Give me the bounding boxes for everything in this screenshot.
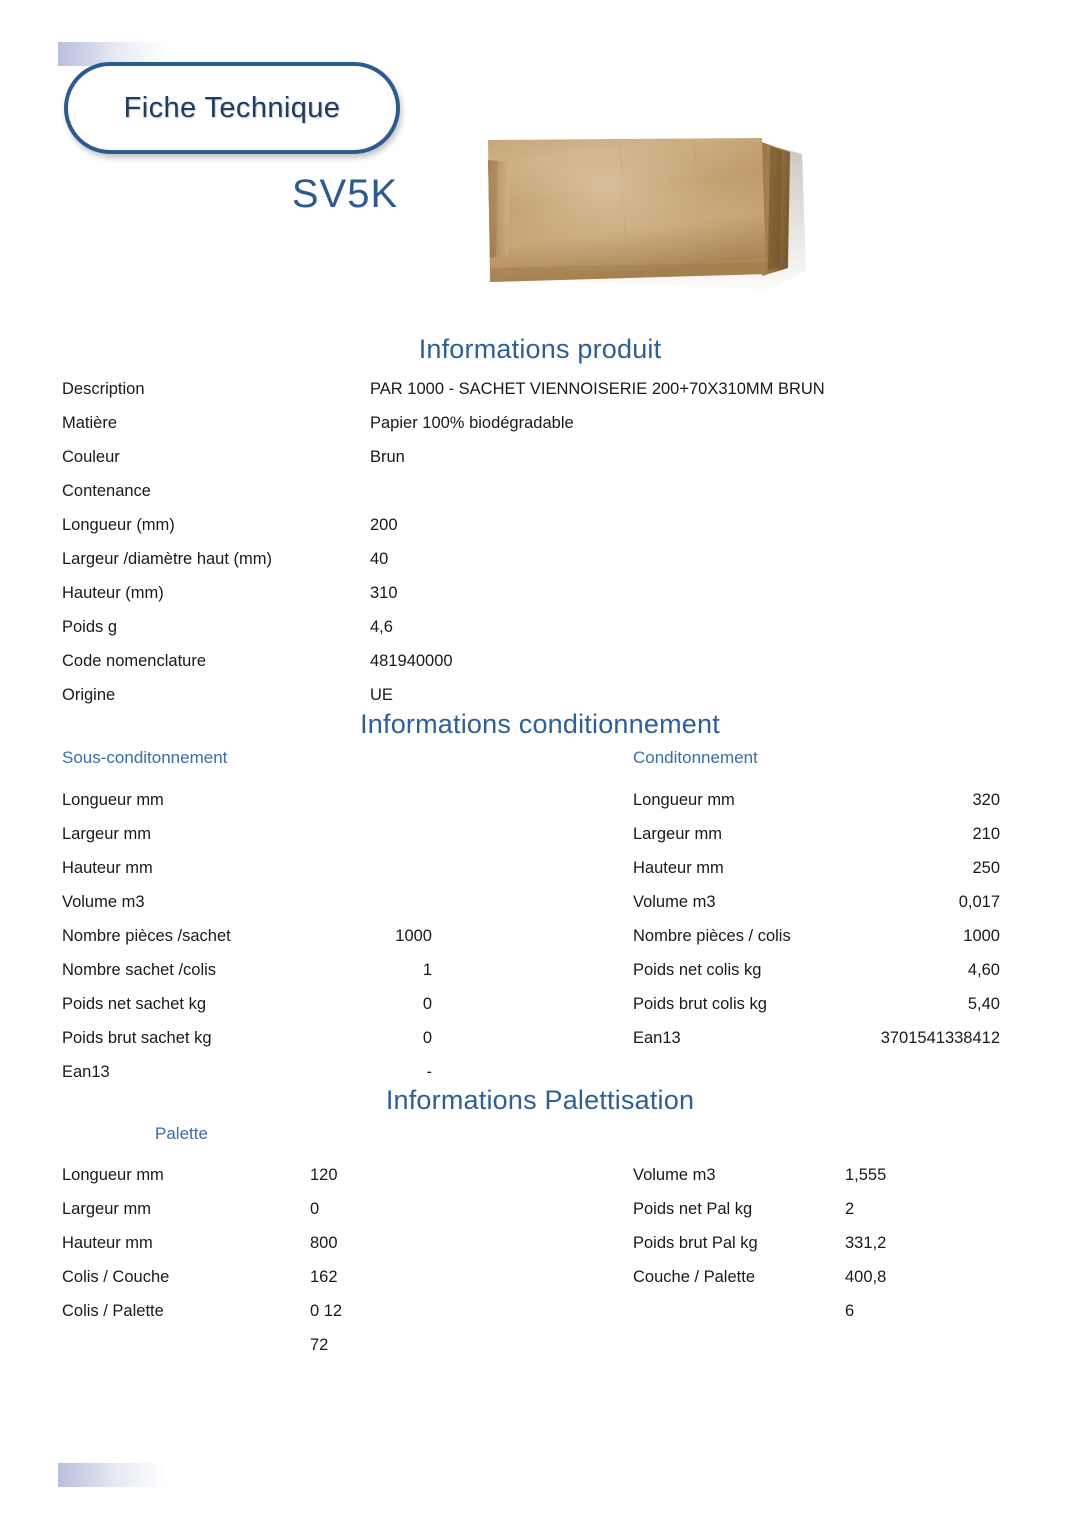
row-label: Poids g bbox=[62, 618, 118, 636]
table-row bbox=[633, 987, 1000, 1021]
row-value: 5,40 bbox=[967, 995, 1000, 1013]
table-row bbox=[62, 406, 962, 440]
row-label: Poids brut colis kg bbox=[633, 995, 767, 1013]
row-value: 4,60 bbox=[967, 961, 1000, 979]
row-value: 800 bbox=[310, 1234, 338, 1252]
row-label: Largeur /diamètre haut (mm) bbox=[62, 550, 272, 568]
row-label: Hauteur mm bbox=[62, 1234, 153, 1252]
table-row bbox=[62, 885, 532, 919]
table-row bbox=[62, 817, 532, 851]
row-value: 0 bbox=[422, 1029, 432, 1047]
row-label: Longueur mm bbox=[62, 791, 164, 809]
table-row bbox=[633, 1158, 1033, 1192]
palette-left-table bbox=[62, 1158, 482, 1362]
row-label: Hauteur (mm) bbox=[62, 584, 164, 602]
table-row bbox=[62, 1260, 482, 1294]
table-row bbox=[633, 1192, 1033, 1226]
row-value: 0 bbox=[310, 1200, 320, 1218]
table-row bbox=[62, 987, 532, 1021]
row-value: 4,6 bbox=[370, 618, 393, 636]
row-label: Couleur bbox=[62, 448, 120, 466]
conditionnement-table bbox=[633, 783, 1000, 1055]
table-row bbox=[62, 953, 532, 987]
row-value: - bbox=[426, 1063, 432, 1081]
table-row bbox=[62, 783, 532, 817]
sous-conditionnement-table bbox=[62, 783, 532, 1089]
paper-bag-image bbox=[470, 118, 840, 304]
badge-label: Fiche Technique bbox=[123, 91, 341, 124]
row-label: Origine bbox=[62, 686, 116, 704]
row-label: Ean13 bbox=[633, 1029, 681, 1047]
table-row bbox=[62, 372, 962, 406]
row-label: Description bbox=[62, 380, 145, 398]
row-value: 400,8 bbox=[845, 1268, 887, 1286]
table-row bbox=[62, 851, 532, 885]
table-row bbox=[62, 508, 962, 542]
row-label: Largeur mm bbox=[633, 825, 722, 843]
row-value: 1 bbox=[422, 961, 432, 979]
row-label: Volume m3 bbox=[62, 893, 145, 911]
row-label: Code nomenclature bbox=[62, 652, 207, 670]
row-label: Poids net Pal kg bbox=[633, 1200, 753, 1218]
table-row bbox=[62, 1294, 482, 1328]
row-label: Longueur mm bbox=[633, 791, 735, 809]
table-row bbox=[62, 644, 962, 678]
row-value: 2 bbox=[845, 1200, 855, 1218]
row-value: 320 bbox=[972, 791, 1000, 809]
row-label: Poids brut Pal kg bbox=[633, 1234, 758, 1252]
row-value: 250 bbox=[972, 859, 1000, 877]
section-title-palettisation: Informations Palettisation bbox=[385, 1085, 695, 1115]
table-row bbox=[62, 678, 962, 712]
row-value: 0 bbox=[422, 995, 432, 1013]
row-label: Colis / Couche bbox=[62, 1268, 170, 1286]
row-value: 0 12 bbox=[310, 1302, 343, 1320]
row-value: 310 bbox=[370, 584, 398, 602]
table-row bbox=[62, 1226, 482, 1260]
row-value: UE bbox=[370, 686, 393, 704]
group-title-conditionnement: Conditonnement bbox=[633, 748, 758, 767]
table-row bbox=[633, 1226, 1033, 1260]
row-label: Largeur mm bbox=[62, 1200, 151, 1218]
table-row bbox=[633, 817, 1000, 851]
row-label: Poids brut sachet kg bbox=[62, 1029, 212, 1047]
row-value: 481940000 bbox=[370, 652, 453, 670]
row-label: Volume m3 bbox=[633, 893, 716, 911]
row-value: Papier 100% biodégradable bbox=[370, 414, 574, 432]
row-label: Longueur (mm) bbox=[62, 516, 175, 534]
row-label: Largeur mm bbox=[62, 825, 151, 843]
section-title-conditionnement: Informations conditionnement bbox=[360, 709, 720, 739]
row-label: Hauteur mm bbox=[62, 859, 153, 877]
row-label: Couche / Palette bbox=[633, 1268, 755, 1286]
table-row bbox=[633, 885, 1000, 919]
table-row bbox=[62, 576, 962, 610]
table-row bbox=[633, 1021, 1000, 1055]
row-label: Nombre pièces / colis bbox=[633, 927, 791, 945]
row-label: Ean13 bbox=[62, 1063, 110, 1081]
table-row bbox=[62, 919, 532, 953]
fiche-technique-badge bbox=[64, 62, 400, 154]
table-row bbox=[62, 610, 962, 644]
group-title-palette: Palette bbox=[155, 1124, 208, 1143]
row-value: 40 bbox=[370, 550, 389, 568]
row-value: 1000 bbox=[395, 927, 432, 945]
row-label: Nombre sachet /colis bbox=[62, 961, 217, 979]
product-photo bbox=[470, 118, 840, 304]
row-label: Volume m3 bbox=[633, 1166, 716, 1184]
row-value: 120 bbox=[310, 1166, 338, 1184]
table-row bbox=[633, 953, 1000, 987]
row-value: PAR 1000 - SACHET VIENNOISERIE 200+70X310MM BRUN bbox=[370, 380, 825, 398]
row-label: Contenance bbox=[62, 482, 151, 500]
section-title-produit: Informations produit bbox=[418, 334, 662, 364]
row-label: Longueur mm bbox=[62, 1166, 164, 1184]
product-info-table bbox=[62, 372, 962, 712]
row-value: 72 bbox=[310, 1336, 329, 1354]
row-value: Brun bbox=[370, 448, 405, 466]
decorative-gradient-bar-bottom bbox=[58, 1463, 166, 1487]
page-title: SV5K bbox=[291, 172, 399, 216]
row-label: Matière bbox=[62, 414, 118, 432]
row-value: 3701541338412 bbox=[880, 1029, 1000, 1047]
table-row bbox=[633, 783, 1000, 817]
table-row bbox=[62, 1192, 482, 1226]
row-label: Poids net sachet kg bbox=[62, 995, 207, 1013]
table-row bbox=[62, 542, 962, 576]
table-row bbox=[633, 1294, 1033, 1328]
group-title-sous-conditionnement: Sous-conditonnement bbox=[62, 748, 228, 767]
table-row bbox=[62, 1328, 482, 1362]
row-value: 200 bbox=[370, 516, 398, 534]
row-value: 1,555 bbox=[845, 1166, 887, 1184]
table-row bbox=[62, 1055, 532, 1089]
row-label: Poids net colis kg bbox=[633, 961, 762, 979]
table-row bbox=[633, 851, 1000, 885]
table-row bbox=[633, 919, 1000, 953]
row-label: Hauteur mm bbox=[633, 859, 724, 877]
row-value: 6 bbox=[845, 1302, 855, 1320]
row-value: 210 bbox=[972, 825, 1000, 843]
table-row bbox=[633, 1260, 1033, 1294]
row-value: 331,2 bbox=[845, 1234, 887, 1252]
table-row bbox=[62, 1021, 532, 1055]
row-label: Nombre pièces /sachet bbox=[62, 927, 231, 945]
row-value: 0,017 bbox=[958, 893, 1000, 911]
row-value: 1000 bbox=[963, 927, 1000, 945]
table-row bbox=[62, 440, 962, 474]
table-row bbox=[62, 1158, 482, 1192]
row-value: 162 bbox=[310, 1268, 338, 1286]
table-row bbox=[62, 474, 962, 508]
row-label: Colis / Palette bbox=[62, 1302, 164, 1320]
palette-right-table bbox=[633, 1158, 1033, 1328]
